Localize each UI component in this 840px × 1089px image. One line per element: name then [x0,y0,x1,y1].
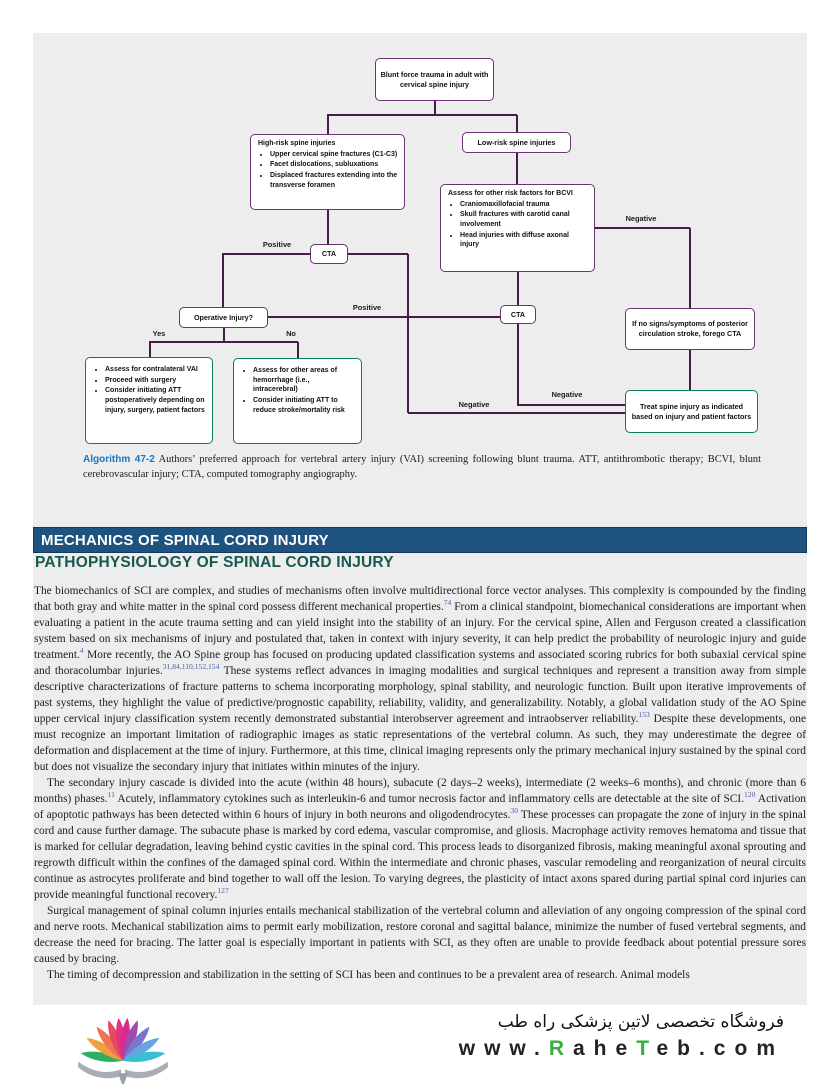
node-high-risk-injuries [250,134,405,210]
node-operative-no-actions [233,358,362,444]
flow-label-negative: Negative [458,400,490,409]
section-banner-title: MECHANICS OF SPINAL CORD INJURY [41,531,329,549]
connector-line [407,254,409,413]
paragraph: The biomechanics of SCI are complex, and studies of mechanisms often involve multidirectional force vector analyses. This complexity is compounded by the finding that both gray and white matter in the spinal cord possess different mechanical properties.$^{74}$ From a clinical standpoint, biomechanical considerations are important when evaluating a patient in the acute trauma setting and can yield insight into the stability of an injury. For the cervical spine, Allen and Ferguson created a classification system based on six mechanisms of injury and postulated that, taken in context with injury severity, it can help predict the probability of neurologic injury and guide treatment.$^4$ More recently, the AO Spine group has focused on producing updated classification systems and associated scoring rubrics for both subaxial cervical spine and thoracolumbar injuries.$^{31,84,110,152,154}$ These systems reflect advances in imaging modalities and surgical techniques and represent a transition away from simple descriptive characterizations of fracture patterns to schema incorporating morphology, spinal stability, and neurologic function. Built upon iterative improvements of past systems, they highlight the value of predictive/prognostic capability, reliability, validity, and generalizability. Notably, a global validation study of the AO Spine upper cervical injury classification system recently demonstrated substantial interobserver agreement and intraobserver reliability.$^{153}$ Despite these developments, one must recognize an important limitation of radiographic images as static representations of the vertebral column. As such, they may underestimate the degree of deformation and displacement at the time of injury. Furthermore, at this time, clinical imaging represents only the primary mechanical injury sustained by the spinal cord but does not visualize the secondary injury that initiates within minutes of the injury. [34,585,806,773]
connector-line [348,253,408,255]
connector-line [408,412,625,414]
node-title: Assess for other risk factors for BCVI [448,190,573,197]
list-item: • Proceed with surgery [105,376,207,386]
connector-line [595,227,690,229]
paragraph: The secondary injury cascade is divided into the acute (within 48 hours), subacute (2 days–2 weeks), intermediate (2 weeks–6 months), and chronic (more than 6 months) phases.$^{11}$ Acutely, inflammatory cytokines such as interleukin-6 and tumor necrosis factor and inflammatory cells are detectable at the site of SCI.$^{120}$ Activation of apoptotic pathways has been detected within 6 hours of injury in both neurons and oligodendrocytes.$^{30}$ These processes can propagate the zone of injury in the spinal cord and cause further damage. The subacute phase is marked by cord edema, vascular compromise, and gliosis. Macrophage activity removes hematoma and tissue that is marked for cellular degradation, leaving behind cystic cavities in the spinal cord. This process leads to disorganized fibrosis, making meaningful axonal sprouting and regrowth difficult within the confines of the damaged spinal cord. Within the intermediate and chronic phases, vascular remodeling and reorganization of neural circuits continue as astrocytes proliferate and bind together to wall off the lesion. To varying degrees, the plasticity of intact axons spared during partial spinal cord injuries can provide meaningful functional recovery.$^{127}$ [34,777,806,901]
subsection-title: PATHOPHYSIOLOGY OF SPINAL CORD INJURY [35,554,394,571]
text-segment: T [636,1037,657,1060]
citation-ref[interactable]: 127 [217,886,229,896]
node-bullet-list [93,365,207,415]
citation-ref[interactable]: 120 [744,790,756,800]
flow-label-negative: Negative [551,390,583,399]
figure-caption: Algorithm 47-2 Authors’ preferred approach for vertebral artery injury (VAI) screening following blunt trauma. ATT, antithrombotic therapy; BCVI, blunt cerebrovascular injury; CTA, computed tomography angiography. [83,454,761,480]
connector-line [516,153,518,184]
connector-line [149,342,151,357]
node-cta-left [310,244,348,264]
body-text [34,583,806,983]
citation-ref[interactable]: 11 [107,790,115,800]
connector-line [223,328,225,342]
node-forego-cta [625,308,755,350]
list-item: • Consider initiating ATT to reduce stroke/mortality risk [253,396,356,415]
list-item: • Consider initiating ATT postoperatively depending on injury, surgery, patient factors [105,386,207,415]
algorithm-flowchart [33,33,807,452]
citation-ref[interactable]: 4 [79,646,84,656]
connector-line [149,341,298,343]
list-item: • Facet dislocations, subluxations [270,160,399,170]
connector-line [689,228,691,308]
node-bullet-list [448,200,589,250]
flow-label-positive: Positive [262,240,292,249]
list-item: • Assess for contralateral VAI [105,365,207,375]
node-text: Low-risk spine injuries [477,137,556,147]
list-item: • Upper cervical spine fractures (C1-C3) [270,150,399,160]
connector-line [268,316,500,318]
node-text: Treat spine injury as indicated based on injury and patient factors [631,401,752,421]
node-operative-yes-actions [85,357,213,444]
connector-line [297,342,299,358]
list-item: • Skull fractures with carotid canal involvement [460,210,589,229]
book-page [33,33,807,1005]
raheteb-book-logo-icon [64,1006,182,1089]
connector-line [689,350,691,390]
connector-line [327,210,329,244]
citation-ref[interactable]: 30 [510,806,518,816]
node-bullet-list [258,150,399,191]
connector-line [327,115,329,134]
list-item: • Displaced fractures extending into the transverse foramen [270,171,399,190]
publisher-footer [459,1012,784,1061]
node-bcvi-risk-factors [440,184,595,272]
node-text: If no signs/symptoms of posterior circulation stroke, forego CTA [632,319,748,338]
node-operative-injury [179,307,268,328]
text-segment: R [548,1037,573,1060]
flow-label-yes: Yes [152,329,166,338]
section-banner [33,527,807,553]
node-text: CTA [321,249,337,259]
connector-line [517,404,625,406]
node-blunt-force-trauma [375,58,494,101]
publisher-persian-title: فروشگاه تخصصی لاتین پزشکی راه طب [497,1012,784,1032]
connector-line [222,253,311,255]
flow-label-positive: Positive [352,303,382,312]
connector-line [517,272,519,307]
list-item: • Assess for other areas of hemorrhage (i.e., intracerebral) [253,366,356,395]
node-bullet-list [241,366,356,415]
publisher-url: www.RaheTeb.com [458,1037,784,1060]
citation-ref[interactable]: 153 [638,710,650,720]
citation-ref[interactable]: 74 [443,598,452,608]
node-title: High-risk spine injuries [258,140,336,147]
connector-line [434,101,436,115]
node-treat-spine-injury [625,390,758,433]
flow-label-no: No [286,329,296,338]
text-segment: Algorithm 47-2 [83,454,155,465]
node-text: Blunt force trauma in adult with cervical spine injury [380,69,489,89]
node-low-risk-injuries [462,132,571,153]
flow-label-negative: Negative [625,214,657,223]
node-text: Operative Injury? [193,312,254,322]
paragraph: The timing of decompression and stabilization in the setting of SCI has been and continues to be a prevalent area of research. Animal models [47,969,690,981]
list-item: • Craniomaxillofacial trauma [460,200,589,210]
list-item: • Head injuries with diffuse axonal injury [460,231,589,250]
citation-ref[interactable]: 31,84,110,152,154 [162,662,220,672]
paragraph: Surgical management of spinal column injuries entails mechanical stabilization of the vertebral column and alleviation of any ongoing compression of the spinal cord and nerve roots. Mechanical stabilization aims to permit early mobilization, restore coronal and sagittal balance, minimize the number of fused vertebral segments, and decrease the need for bracing. The latter goal is especially important in patients with SCI, as they often are unable to provide feedback about potential pressure sores caused by bracing. [34,905,806,965]
node-cta-right [500,305,536,324]
connector-line [222,254,224,307]
connector-line [516,115,518,132]
connector-line [327,114,517,116]
node-text: CTA [510,309,526,319]
connector-line [517,324,519,405]
